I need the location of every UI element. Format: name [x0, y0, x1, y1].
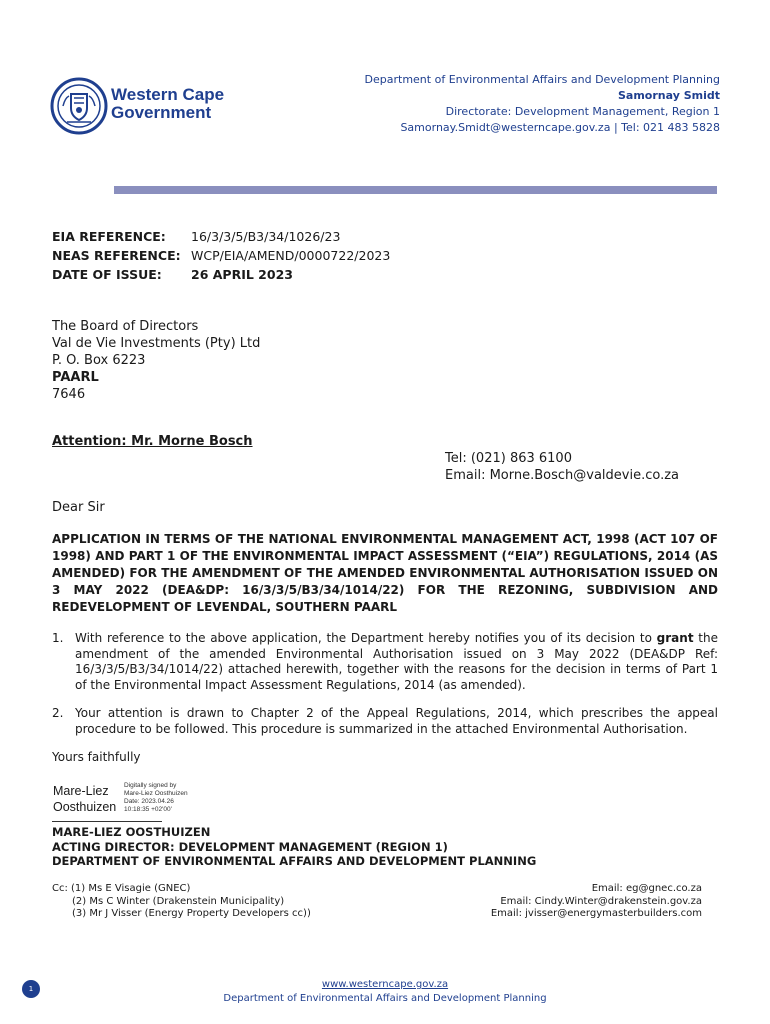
logo-line2: Government: [111, 103, 212, 122]
department-name: Department of Environmental Affairs and Development Planning: [364, 73, 720, 86]
footer-department: Department of Environmental Affairs and Development Planning: [223, 993, 547, 1004]
header-divider-bar: [114, 186, 717, 194]
address-line: 7646: [52, 387, 86, 402]
date-of-issue-value: 26 APRIL 2023: [191, 267, 293, 282]
signatory-title: ACTING DIRECTOR: DEVELOPMENT MANAGEMENT (REGION 1): [52, 839, 448, 854]
cc-email: Email: Cindy.Winter@drakenstein.gov.za: [500, 895, 702, 907]
cc-recipient: Cc: (1) Ms E Visagie (GNEC): [52, 883, 191, 894]
paragraph-1: [52, 631, 718, 693]
contact-name: Samornay Smidt: [618, 89, 720, 102]
logo-line1: Western Cape: [111, 85, 225, 104]
subject-heading: APPLICATION IN TERMS OF THE NATIONAL ENVIRONMENTAL MANAGEMENT ACT, 1998 (ACT 107 OF 1998) AND PART 1 OF THE ENVIRONMENTAL IMPACT ASSESSMENT (“EIA”) REGULATIONS, 2014 (AS AMENDED) FOR THE AMENDMENT OF THE AMENDED ENVIRONMENTAL AUTHORISATION ISSUED ON 3 MAY 2022 (DEA&DP: 16/3/3/5/B3/34/1014/22) FOR THE REZONING, SUBDIVISION AND REDEVELOPMENT OF LEVENDAL, SOUTHERN PAARL: [52, 532, 718, 614]
cc-email: Email: jvisser@energymasterbuilders.com: [490, 908, 702, 919]
recipient-email: Email: Morne.Bosch@valdevie.co.za: [445, 468, 680, 483]
eia-reference-label: EIA REFERENCE:: [52, 229, 166, 244]
signature-name-line: Oosthuizen: [53, 800, 117, 814]
digital-signature-line: 10:18:35 +02'00': [124, 806, 172, 813]
cc-emails: [491, 883, 702, 921]
digital-signature-line: Date: 2023.04.26: [124, 798, 174, 805]
date-of-issue-label: DATE OF ISSUE:: [52, 267, 162, 282]
paragraph-text: [75, 631, 718, 693]
digital-signature-stamp: [124, 782, 188, 814]
footer-website-link[interactable]: www.westerncape.gov.za: [321, 979, 449, 990]
cc-recipient: (3) Mr J Visser (Energy Property Developers cc)): [72, 908, 311, 919]
paragraph-number: 1.: [52, 631, 64, 645]
signatory-block: [52, 825, 536, 869]
signature-name: [53, 783, 116, 815]
western-cape-crest-logo: [49, 76, 109, 136]
directorate: Directorate: Development Management, Region 1: [445, 105, 720, 118]
address-line: P. O. Box 6223: [52, 353, 146, 368]
salutation: Dear Sir: [52, 500, 105, 515]
neas-reference-label: NEAS REFERENCE:: [52, 248, 181, 263]
eia-reference-value: 16/3/3/5/B3/34/1026/23: [191, 229, 341, 244]
cc-recipients: [52, 883, 311, 921]
attention-line: Attention: Mr. Morne Bosch: [52, 434, 253, 449]
cc-email: Email: eg@gnec.co.za: [591, 883, 702, 894]
address-line: PAARL: [52, 370, 99, 385]
neas-reference-value: WCP/EIA/AMEND/0000722/2023: [191, 248, 391, 263]
recipient-address: [52, 318, 260, 403]
address-line: The Board of Directors: [52, 319, 199, 334]
government-name: [111, 86, 224, 122]
contact-line: Samornay.Smidt@westerncape.gov.za | Tel: 021 483 5828: [400, 121, 720, 134]
paragraph-number: 2.: [52, 706, 64, 720]
recipient-contact: [445, 450, 679, 484]
signatory-name: MARE-LIEZ OOSTHUIZEN: [52, 825, 211, 839]
recipient-tel: Tel: (021) 863 6100: [445, 451, 572, 466]
paragraph-2: [52, 706, 718, 737]
closing: Yours faithfully: [52, 750, 141, 764]
footer: [0, 978, 770, 1006]
signature-line: [52, 821, 162, 822]
page-number-badge: 1: [22, 980, 40, 998]
paragraph-text-part: the amendment of the amended Environmental Authorisation issued on 3 May 2022 (DEA&DP Ref: 16/3/3/5/B3/34/1014/22) attached herewith, together with the reasons for the decision in terms of Part 1 of the Environmental Impact Assessment Regulations, 2014 (as amended).: [75, 631, 718, 692]
digital-signature-line: Mare-Liez Oosthuizen: [124, 790, 188, 797]
signatory-department: DEPARTMENT OF ENVIRONMENTAL AFFAIRS AND DEVELOPMENT PLANNING: [52, 854, 537, 868]
address-line: Val de Vie Investments (Pty) Ltd: [52, 336, 261, 351]
paragraph-text-part: With reference to the above application, the Department hereby notifies you of its decision to: [75, 631, 657, 645]
cc-recipient: (2) Ms C Winter (Drakenstein Municipality): [72, 895, 285, 907]
department-contact-block: [365, 72, 720, 136]
signature-name-line: Mare-Liez: [53, 784, 109, 798]
paragraph-text: Your attention is drawn to Chapter 2 of the Appeal Regulations, 2014, which prescribes the appeal procedure to be followed. This procedure is summarized in the attached Environmental Authorisation.: [75, 706, 718, 736]
decision-word: grant: [656, 631, 694, 645]
digital-signature-line: Digitally signed by: [124, 782, 177, 789]
